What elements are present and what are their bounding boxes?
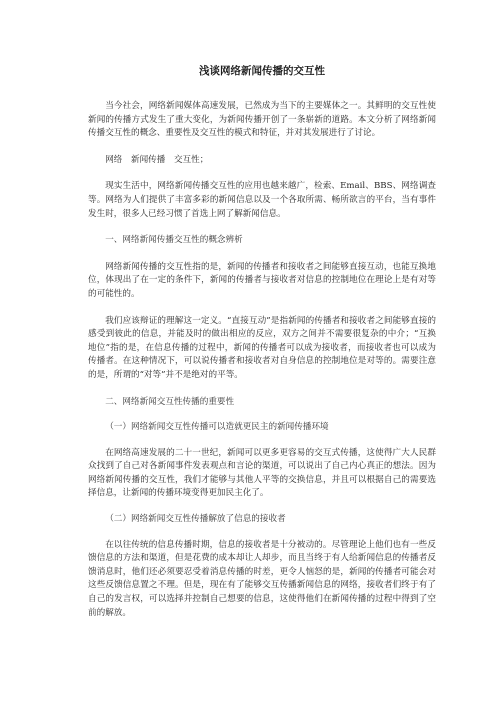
intro-paragraph: 现实生活中，网络新闻传播交互性的应用也越来越广，检索、Email、BBS、网络调查等。网络为人们提供了丰富多彩的新闻信息以及一个各取所需、畅所欲言的平台，当有事件发生时，很多人已经习惯了首选上网了解新闻信息。	[88, 181, 436, 219]
section-2-heading: 二、网络新闻交互性传播的重要性	[105, 396, 235, 407]
abstract-paragraph: 当今社会，网络新闻媒体高速发展，已然成为当下的主要媒体之一。其鲜明的交互性使新闻的传播方式发生了重大变化，为新闻传播开创了一条崭新的道路。本文分析了网络新闻传播交互性的概念、重要性及交互性的模式和特征，并对其发展进行了讨论。	[88, 101, 436, 139]
keywords-line: 网络 新闻传播 交互性；	[105, 154, 209, 165]
section-1-paragraph-2: 我们应该辩证的理解这一定义。“直接互动”是指新闻的传播者和接收者之间能够直接的感受到彼此的信息，并能及时的做出相应的反应，双方之间并不需要很复杂的中介；“互换地位”指的是，在信息传播的过程中，新闻的传播者可以成为接收者，而接收者也可以成为传播者。在这种情况下，可以说传播者和接收者对自身信息的控制地位是对等的。需要注意的是，所谓的“对等”并不是绝对的平等。	[88, 315, 436, 380]
section-1-heading: 一、网络新闻传播交互性的概念辨析	[105, 235, 243, 246]
subsection-2-1-heading: （一）网络新闻交互性传播可以造就更民主的新闻传播环境	[105, 422, 329, 433]
subsection-2-2-heading: （二）网络新闻交互性传播解放了信息的接收者	[105, 514, 286, 525]
document-title: 浅谈网络新闻传播的交互性	[199, 65, 325, 77]
subsection-2-2-paragraph: 在以往传统的信息传播时期，信息的接收者是十分被动的。尽管理论上他们也有一些反馈信息的方法和渠道，但是花费的成本却让人却步，而且当终于有人给新闻信息的传播者反馈消息时，他们还必须要忍受着消息传播的时差，更令人恼怒的是，新闻的传播者可能会对这些反馈信息置之不理。但是，现在有了能够交互传播新闻信息的网络，接收者们终于有了自己的发言权，可以选择并控制自己想要的信息，这使得他们在新闻传播的过程中得到了空前的解放。	[88, 539, 436, 618]
section-1-paragraph-1: 网络新闻传播的交互性指的是，新闻的传播者和接收者之间能够直接互动，也能互换地位，体现出了在一定的条件下，新闻的传播者与接收者对信息的控制地位在理论上是有对等的可能性的。	[88, 261, 436, 299]
subsection-2-1-paragraph: 在网络高速发展的二十一世纪，新闻可以更多更容易的交互式传播，这使得广大人民群众找到了自己对各新闻事件发表观点和言论的渠道，可以说出了自己内心真正的想法。因为网络新闻传播的交互性，我们才能够与其他人平等的交换信息，并且可以根据自己的需要选择信息，让新闻的传播环境变得更加民主化了。	[88, 447, 436, 499]
